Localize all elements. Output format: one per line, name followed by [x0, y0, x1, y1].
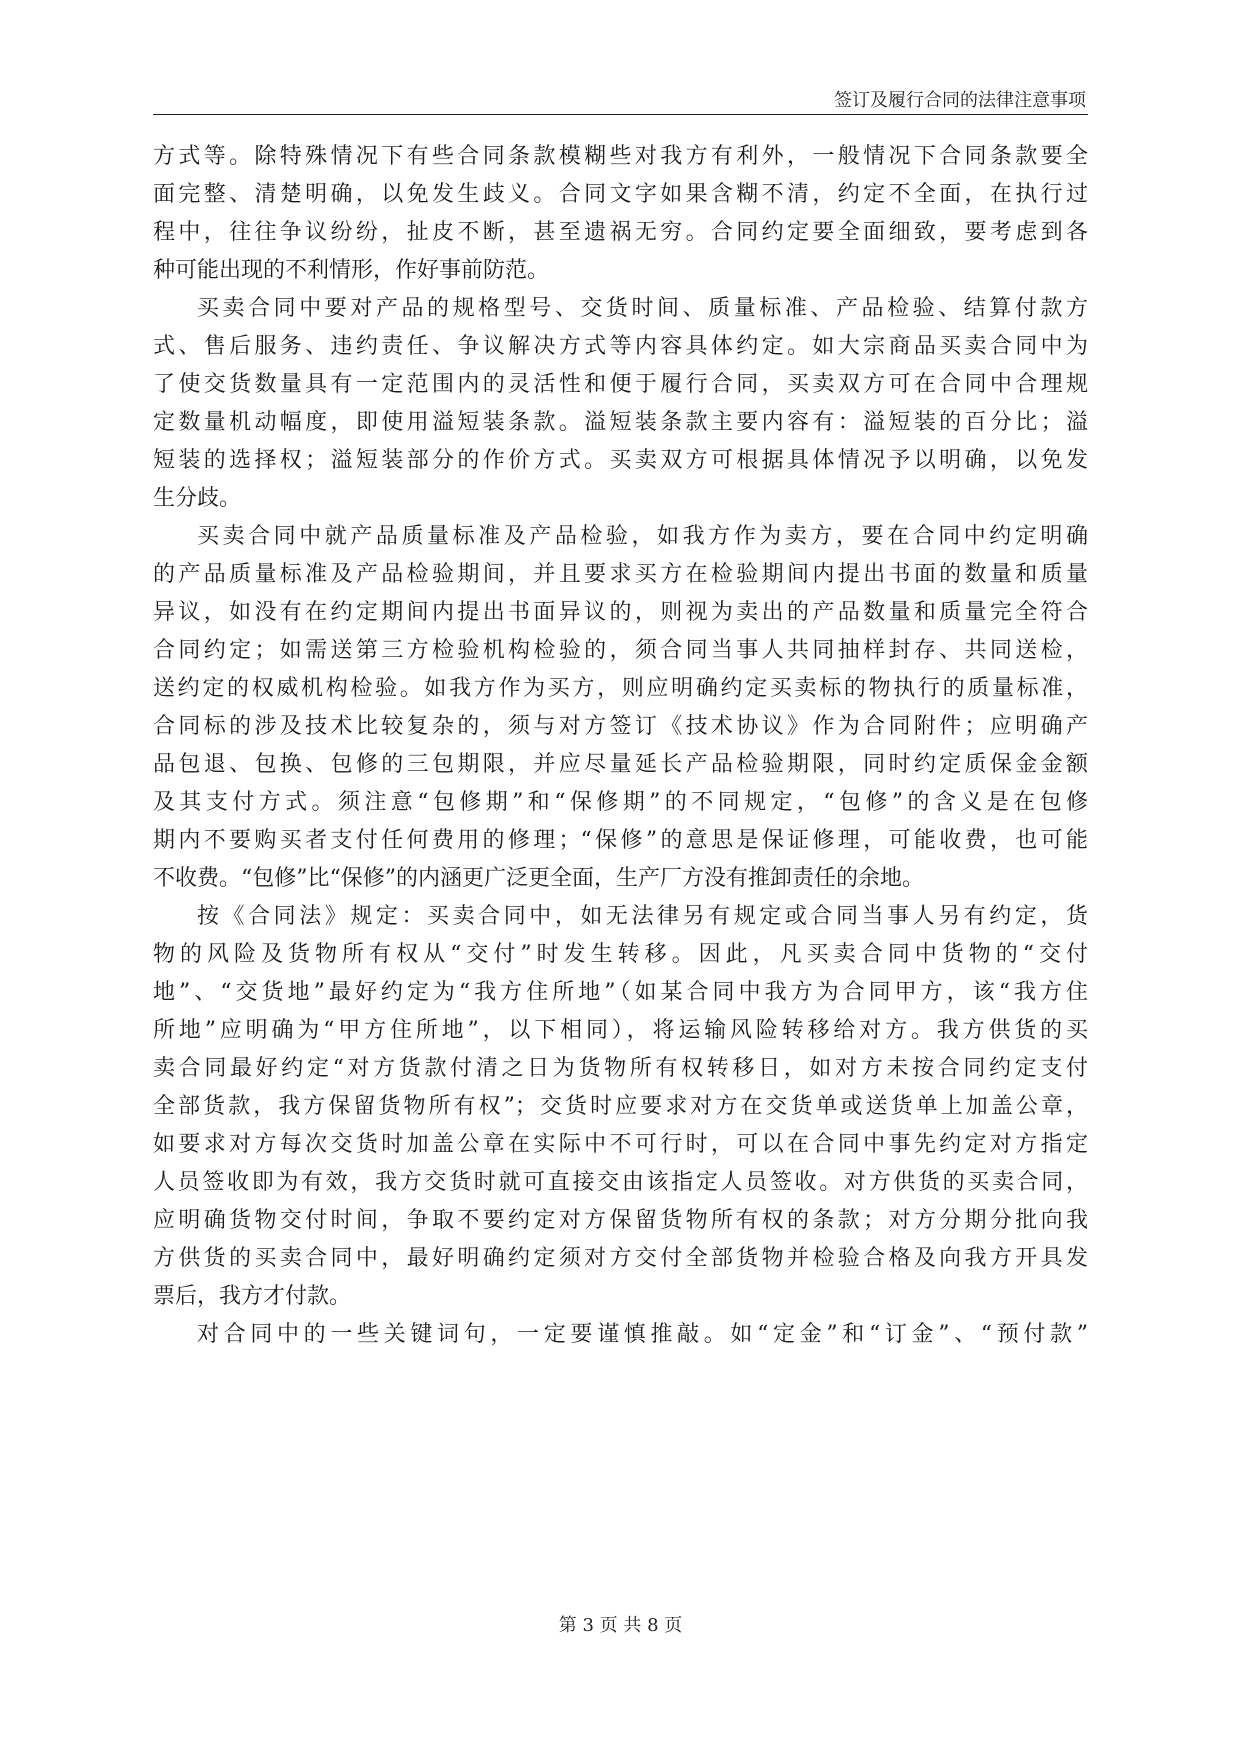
text-line: 全部货款，我方保留货物所有权”；交货时应要求对方在交货单或送货单上加盖公章， [153, 1094, 1088, 1119]
text-line: 如要求对方每次交货时加盖公章在实际中不可行时，可以在合同中事先约定对方指定 [153, 1132, 1088, 1157]
text-line: 合同标的涉及技术比较复杂的，须与对方签订《技术协议》作为合同附件；应明确产 [153, 714, 1088, 739]
text-line: 的产品质量标准及产品检验期间，并且要求买方在检验期间内提出书面的数量和质量 [153, 562, 1088, 587]
running-header-title: 签订及履行合同的法律注意事项 [834, 90, 1086, 111]
text-line: 应明确货物交付时间，争取不要约定对方保留货物所有权的条款；对方分期分批向我 [153, 1208, 1088, 1233]
text-line: 异议，如没有在约定期间内提出书面异议的，则视为卖出的产品数量和质量完全符合 [153, 600, 1088, 625]
text-line: 票后，我方才付款。 [153, 1284, 352, 1309]
header-divider [153, 114, 1088, 115]
text-line: 式、售后服务、违约责任、争议解决方式等内容具体约定。如大宗商品买卖合同中为 [153, 334, 1088, 359]
page-number: 第 3 页 共 8 页 [558, 1615, 683, 1636]
text-line: 物的风险及货物所有权从“交付”时发生转移。因此，凡买卖合同中货物的“交付 [153, 942, 1088, 967]
document-body [153, 138, 1088, 1354]
paragraph [153, 518, 1088, 898]
paragraph [153, 1316, 1088, 1354]
text-line: 品包退、包换、包修的三包期限，并应尽量延长产品检验期限，同时约定质保金金额 [153, 752, 1088, 777]
text-line: 方式等。除特殊情况下有些合同条款模糊些对我方有利外，一般情况下合同条款要全 [153, 144, 1088, 169]
text-line: 合同约定；如需送第三方检验机构检验的，须合同当事人共同抽样封存、共同送检， [153, 638, 1088, 663]
text-line: 了使交货数量具有一定范围内的灵活性和便于履行合同，买卖双方可在合同中合理规 [153, 372, 1088, 397]
text-line: 地”、“交货地”最好约定为“我方住所地”（如某合同中我方为合同甲方，该“我方住 [153, 980, 1088, 1005]
text-line: 方供货的买卖合同中，最好明确约定须对方交付全部货物并检验合格及向我方开具发 [153, 1246, 1088, 1271]
text-line: 面完整、清楚明确，以免发生歧义。合同文字如果含糊不清，约定不全面，在执行过 [153, 182, 1088, 207]
text-line: 不收费。“包修”比“保修”的内涵更广泛更全面，生产厂方没有推卸责任的余地。 [153, 866, 924, 891]
text-line: 短装的选择权；溢短装部分的作价方式。买卖双方可根据具体情况予以明确，以免发 [153, 448, 1088, 473]
paragraph [153, 898, 1088, 1316]
text-line: 生分歧。 [153, 486, 242, 511]
paragraph [153, 138, 1088, 290]
text-line: 买卖合同中要对产品的规格型号、交货时间、质量标准、产品检验、结算付款方 [197, 296, 1088, 321]
text-line: 送约定的权威机构检验。如我方作为买方，则应明确约定买卖标的物执行的质量标准， [153, 676, 1088, 701]
text-line: 对合同中的一些关键词句，一定要谨慎推敲。如“定金”和“订金”、“预付款” [197, 1322, 1088, 1347]
text-line: 按《合同法》规定：买卖合同中，如无法律另有规定或合同当事人另有约定，货 [197, 904, 1088, 929]
text-line: 种可能出现的不利情形，作好事前防范。 [153, 258, 550, 283]
text-line: 程中，往往争议纷纷，扯皮不断，甚至遗祸无穷。合同约定要全面细致，要考虑到各 [153, 220, 1088, 245]
text-line: 定数量机动幅度，即使用溢短装条款。溢短装条款主要内容有：溢短装的百分比；溢 [153, 410, 1088, 435]
text-line: 买卖合同中就产品质量标准及产品检验，如我方作为卖方，要在合同中约定明确 [197, 524, 1088, 549]
paragraph [153, 290, 1088, 518]
text-line: 及其支付方式。须注意“包修期”和“保修期”的不同规定，“包修”的含义是在包修 [153, 790, 1088, 815]
text-line: 人员签收即为有效，我方交货时就可直接交由该指定人员签收。对方供货的买卖合同， [153, 1170, 1088, 1195]
text-line: 卖合同最好约定“对方货款付清之日为货物所有权转移日，如对方未按合同约定支付 [153, 1056, 1088, 1081]
text-line: 期内不要购买者支付任何费用的修理；“保修”的意思是保证修理，可能收费，也可能 [153, 828, 1088, 853]
text-line: 所地”应明确为“甲方住所地”，以下相同），将运输风险转移给对方。我方供货的买 [153, 1018, 1088, 1043]
